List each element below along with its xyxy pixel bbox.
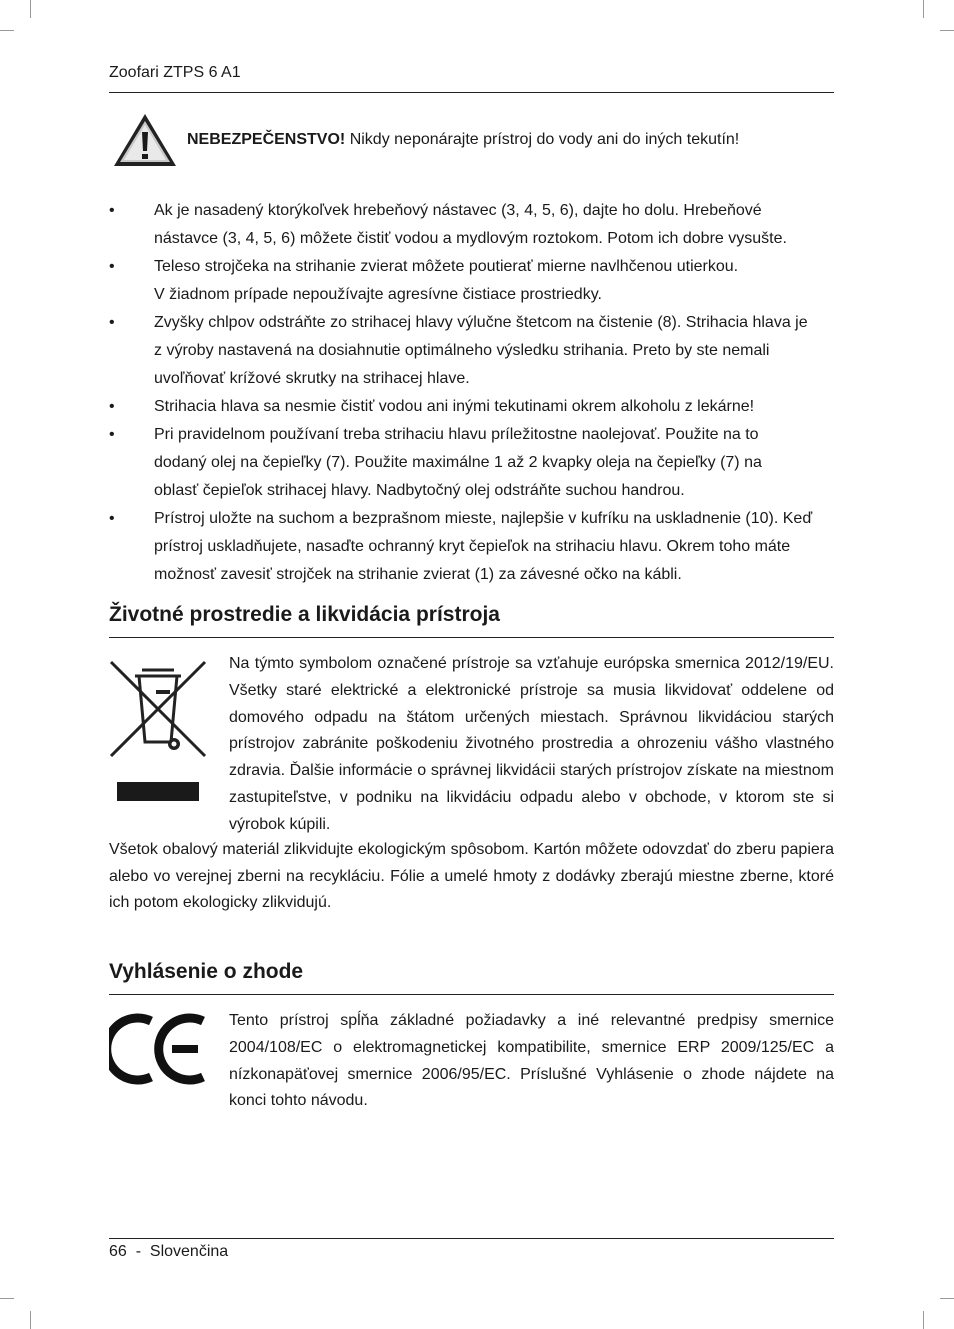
weee-crossed-bin-icon — [108, 656, 208, 802]
header-rule — [109, 92, 834, 93]
crop-mark — [923, 0, 924, 18]
crop-mark — [30, 1311, 31, 1329]
warning-label: NEBEZPEČENSTVO! — [187, 131, 346, 148]
warning-text — [187, 131, 739, 149]
crop-mark — [940, 1298, 954, 1299]
crop-mark — [940, 30, 954, 31]
bullet-line: Ak je nasadený ktorýkoľvek hrebeňový nástavec (3, 4, 5, 6), dajte ho dolu. Hrebeňové — [154, 202, 762, 219]
bullet-line: nástavce (3, 4, 5, 6) môžete čistiť vodou a mydlovým roztokom. Potom ich dobre vysušte. — [154, 230, 787, 247]
bullet-line: oblasť čepieľok strihacej hlavy. Nadbytočný olej odstráňte suchou handrou. — [154, 482, 685, 499]
bullet-icon: • — [109, 258, 115, 275]
list-item — [109, 505, 834, 589]
bullet-line: uvoľňovať krížové skrutky na strihacej hlave. — [154, 370, 470, 387]
bullet-line: Prístroj uložte na suchom a bezprašnom mieste, najlepšie v kufríku na uskladnenie (10). Keď — [154, 510, 813, 527]
warning-triangle-icon — [112, 112, 178, 168]
bullet-line: Pri pravidelnom používaní treba strihaciu hlavu príležitostne naolejovať. Použite na to — [154, 426, 759, 443]
bullet-icon: • — [109, 510, 115, 527]
warning-message: Nikdy neponárajte prístroj do vody ani do iných tekutín! — [345, 131, 740, 148]
list-item — [109, 393, 834, 421]
bullet-line: Teleso strojčeka na strihanie zvierat môžete poutierať mierne navlhčenou utierkou. — [154, 258, 739, 275]
conformity-paragraph: Tento prístroj spĺňa základné požiadavky a iné relevantné predpisy smernice 2004/108/EC o elektromagnetickej kompatibilite, smernice ERP 2009/125/EC a nízkonapäťovej smernice 2006/95/EC. Príslušné Vyhlásenie o zhode nájdete na konci tohto návodu. — [229, 1012, 834, 1110]
list-item — [109, 253, 834, 309]
bullet-line: V žiadnom prípade nepoužívajte agresívne čistiace prostriedky. — [154, 286, 602, 303]
section-heading-conformity: Vyhlásenie o zhode — [109, 960, 304, 983]
crop-mark — [30, 0, 31, 18]
section-rule — [109, 994, 834, 995]
list-item — [109, 197, 834, 253]
crop-mark — [0, 30, 14, 31]
bullet-icon: • — [109, 314, 115, 331]
section-heading-environment: Životné prostredie a likvidácia prístroja — [109, 603, 500, 626]
bullet-icon: • — [109, 398, 115, 415]
packaging-paragraph: Všetok obalový materiál zlikvidujte ekologickým spôsobom. Kartón môžete odovzdať do zberu papiera alebo vo verejnej zberni na recykláciu. Fólie a umelé hmoty z dodávky zberajú miestne zberne, ktoré ich potom ekologicky zlikvidujú. — [109, 841, 834, 911]
footer-rule — [109, 1238, 834, 1239]
bullet-line: dodaný olej na čepieľky (7). Použite maximálne 1 až 2 kvapky oleja na čepieľky (7) na — [154, 454, 762, 471]
bullet-line: prístroj uskladňujete, nasaďte ochranný kryt čepieľok na strihaciu hlavu. Okrem toho máte — [154, 538, 791, 555]
bullet-icon: • — [109, 202, 115, 219]
section-rule — [109, 637, 834, 638]
bullet-line: Zvyšky chlpov odstráňte zo strihacej hlavy výlučne štetcom na čistenie (8). Strihacia hlava je — [154, 314, 808, 331]
bullet-line: Strihacia hlava sa nesmie čistiť vodou ani inými tekutinami okrem alkoholu z lekárne! — [154, 398, 755, 415]
cleaning-instructions-list — [109, 197, 834, 589]
bullet-icon: • — [109, 426, 115, 443]
ce-mark-icon — [109, 1013, 208, 1085]
list-item — [109, 309, 834, 393]
document-header-title: Zoofari ZTPS 6 A1 — [109, 64, 241, 81]
list-item — [109, 421, 834, 505]
bullet-line: možnosť zavesiť strojček na strihanie zvierat (1) za závesné očko na kábli. — [154, 566, 682, 583]
environment-paragraph: Na týmto symbolom označené prístroje sa vzťahuje európska smernica 2012/19/EU. Všetky staré elektrické a elektronické prístroje sa musia likvidovať oddelene od domového odpadu na štátom určených miestach. Správnou likvidáciou starých prístrojov zabránite poškodeniu životného prostredia a ohrozeniu vášho vlastného zdravia. Ďalšie informácie o správnej likvidácii starých prístrojov získate na miestnom zastupiteľstve, v podniku na likvidáciu odpadu alebo v obchode, v ktorom ste si výrobok kúpili. — [229, 655, 834, 833]
crop-mark — [923, 1311, 924, 1329]
bullet-line: z výroby nastavená na dosiahnutie optimálneho výsledku strihania. Preto by ste nemali — [154, 342, 770, 359]
crop-mark — [0, 1298, 14, 1299]
page-footer: 66 - Slovenčina — [109, 1243, 229, 1260]
